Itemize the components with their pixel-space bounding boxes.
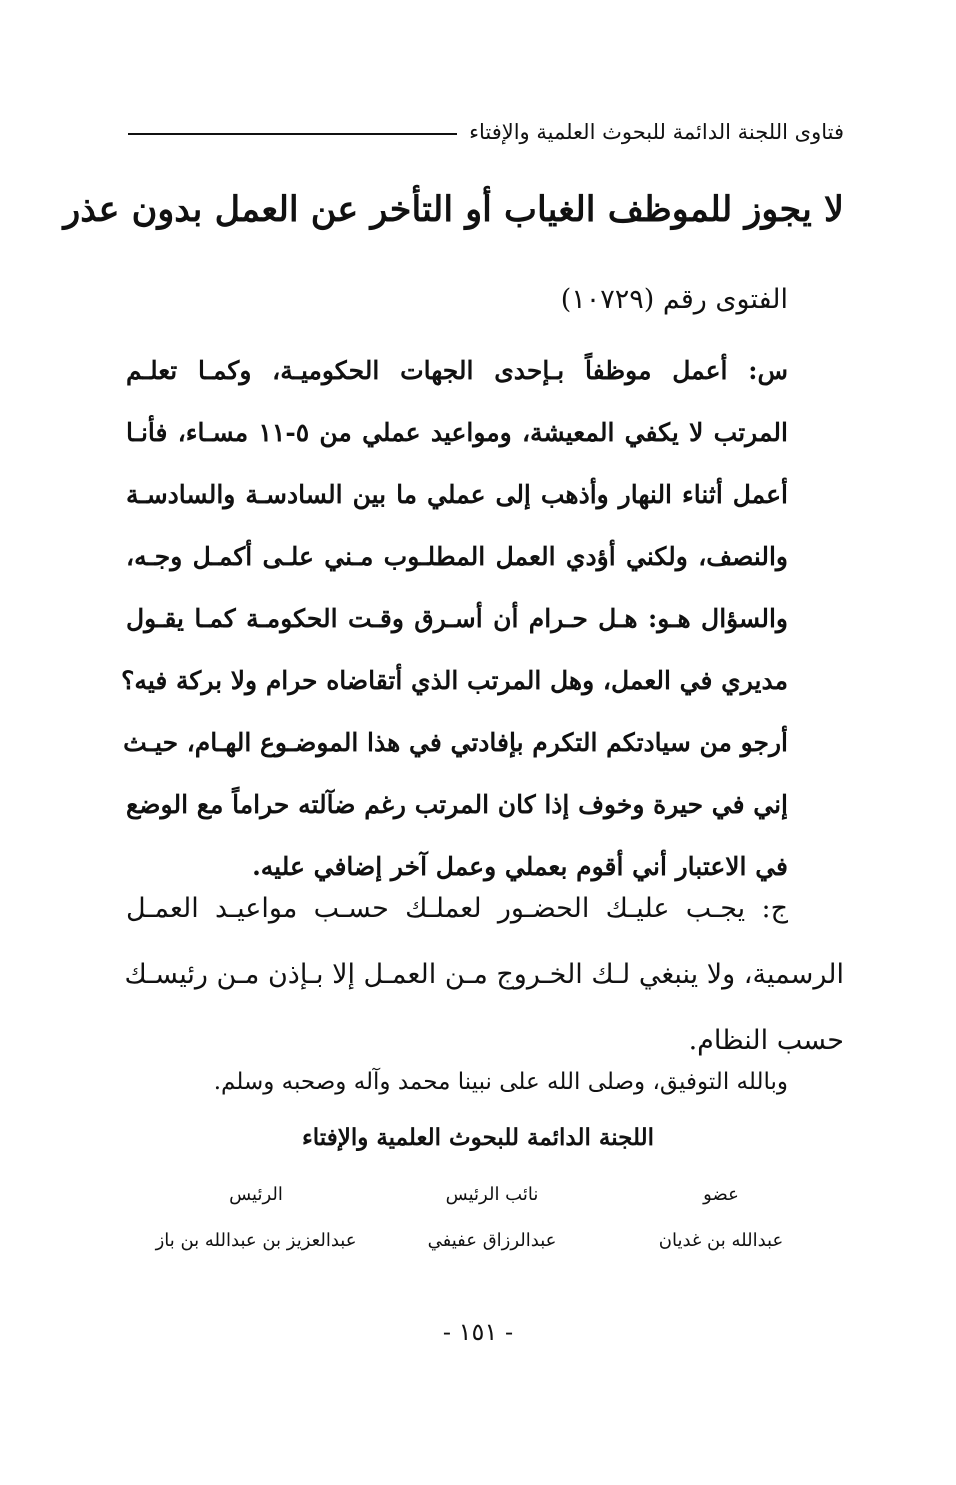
- question-line: في الاعتبار أني أقوم بعملي وعمل آخر إضافي عليه.: [252, 852, 788, 881]
- signatory-role: نائب الرئيس: [445, 1184, 539, 1205]
- answer-line: الرسمية، ولا ينبغي لـك الخـروج مـن العمـل إلا بـإذن مـن رئيسـك: [124, 959, 844, 990]
- question-line: والنصف، ولكني أؤدي العمل المطلـوب مـني علـى أكمـل وجـه،: [126, 542, 788, 571]
- question-paragraph: [121, 340, 788, 898]
- signatory-name: عبدالعزيز بن عبدالله بن باز: [155, 1230, 357, 1251]
- question-line: أعمل أثناء النهار وأذهب إلى عملي ما بين السادسـة والسادسـة: [126, 480, 788, 509]
- fatwa-number: الفتوى رقم (١٠٧٢٩): [560, 284, 788, 315]
- question-line: مديري في العمل، وهل المرتب الذي أتقاضاه حرام ولا بركة فيه؟: [121, 666, 788, 695]
- signatory-chair: [136, 1172, 376, 1264]
- page-number: - ١٥١ -: [442, 1318, 514, 1346]
- committee-name: اللجنة الدائمة للبحوث العلمية والإفتاء: [301, 1124, 655, 1151]
- question-line: المرتب لا يكفي المعيشة، ومواعيد عملي من ٥-١١ مسـاء، فأنـا: [126, 418, 788, 447]
- signatory-name: عبدالله بن غديان: [658, 1230, 784, 1251]
- signatory-role: عضو: [703, 1184, 739, 1205]
- running-header: [128, 114, 844, 150]
- signatory-member: [646, 1172, 796, 1264]
- answer-line: ج: يجـب عليـك الحضـور لعملـك حسـب مواعيـد العمـل: [126, 893, 788, 924]
- question-line: س: أعمل موظفاً بـإحدى الجهات الحكوميـة، وكمـا تعلـم: [126, 356, 788, 385]
- signatory-name: عبدالرزاق عفيفي: [427, 1230, 557, 1251]
- running-header-title: فتاوى اللجنة الدائمة للبحوث العلمية والإفتاء: [469, 120, 844, 144]
- answer-paragraph: [126, 876, 844, 1074]
- closing-formula: وبالله التوفيق، وصلى الله على نبينا محمد وآله وصحبه وسلم.: [213, 1069, 788, 1095]
- signatory-vice-chair: [392, 1172, 592, 1264]
- running-header-rule: [128, 133, 457, 135]
- question-line: أرجو من سيادتكم التكرم بإفادتي في هذا الموضـوع الهـام، حيـث: [123, 728, 788, 757]
- question-line: إني في حيرة وخوف إذا كان المرتب رغم ضآلته حراماً مع الوضع: [126, 790, 788, 819]
- answer-line: حسب النظام.: [688, 1025, 844, 1056]
- question-line: والسؤال هـو: هـل حـرام أن أسـرق وقـت الحكومـة كمـا يقـول: [126, 604, 788, 633]
- signatory-role: الرئيس: [229, 1184, 283, 1205]
- fatwa-title: لا يجوز للموظف الغياب أو التأخر عن العمل بدون عذر: [63, 189, 844, 230]
